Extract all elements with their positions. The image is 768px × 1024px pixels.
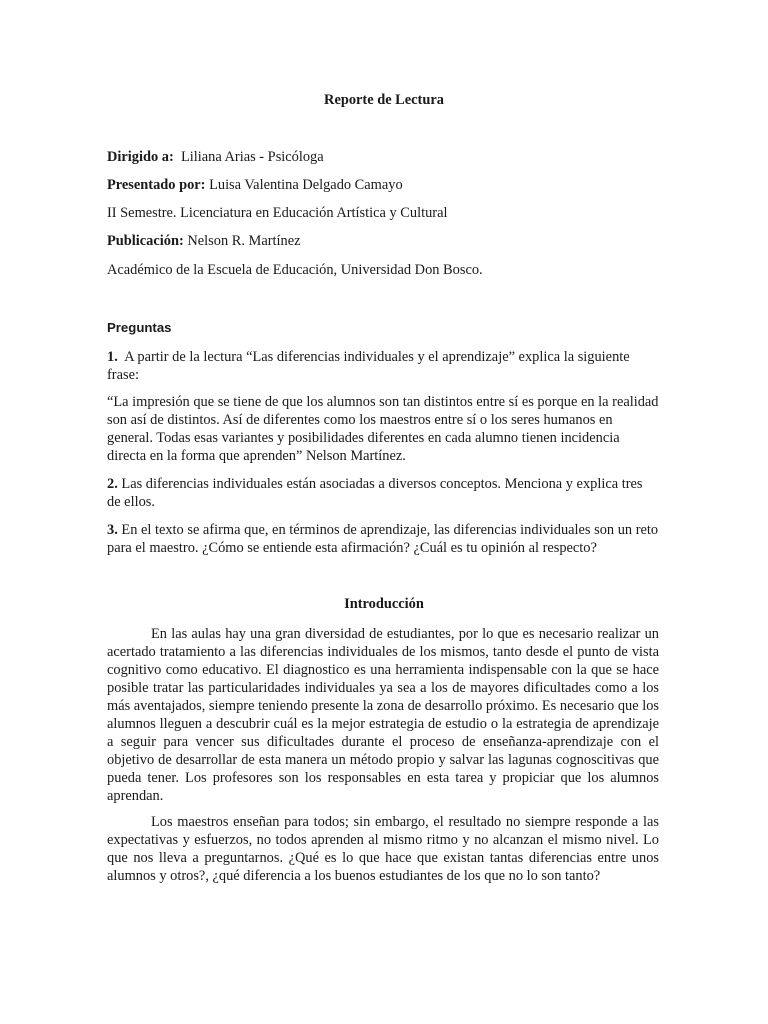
- publicacion-label: Publicación:: [107, 233, 184, 249]
- question-1-text: A partir de la lectura “Las diferencias individuales y el aprendizaje” explica la siguiente frase:: [107, 349, 630, 383]
- question-2-number: 2.: [107, 476, 118, 492]
- question-2: [107, 475, 659, 511]
- presentado-line: [107, 176, 659, 194]
- question-3-text: En el texto se afirma que, en términos de aprendizaje, las diferencias individuales son un reto para el maestro. ¿Cómo se entiende esta afirmación? ¿Cuál es tu opinión al respecto?: [107, 522, 659, 556]
- introduccion-heading: Introducción: [344, 596, 424, 612]
- question-1-number: 1.: [107, 349, 118, 365]
- question-2-text: Las diferencias individuales están asociadas a diversos conceptos. Menciona y explica tres de ellos.: [107, 476, 643, 510]
- page-title: Reporte de Lectura: [324, 92, 444, 108]
- academico-line: Académico de la Escuela de Educación, Universidad Don Bosco.: [107, 262, 483, 278]
- presentado-label: Presentado por:: [107, 177, 206, 193]
- presentado-value: Luisa Valentina Delgado Camayo: [209, 177, 403, 193]
- dirigido-value: Liliana Arias - Psicóloga: [180, 149, 324, 165]
- publicacion-value: Nelson R. Martínez: [187, 233, 301, 249]
- semestre-line: II Semestre. Licenciatura en Educación Artística y Cultural: [107, 205, 448, 221]
- question-3-number: 3.: [107, 522, 118, 538]
- dirigido-line: [107, 148, 659, 166]
- intro-paragraph-1: En las aulas hay una gran diversidad de estudiantes, por lo que es necesario realizar un acertado tratamiento a las diferencias individuales de los mismos, tanto desde el punto de vista cognitivo como educativo. El diagnostico es una herramienta indispensable con la que se hace posible tratar las particularidades individuales ya sea a los de mayores dificultades como a los más aventajados, siempre teniendo presente la zona de desarrollo próximo. Es necesario que los alumnos lleguen a descubrir cuál es la mejor estrategia de estudio o la estrategia de aprendizaje a seguir para vencer sus dificultades durante el proceso de enseñanza-aprendizaje con el objetivo de desarrollar de esta manera un método propio y salvar las lagunas cognoscitivas que pueda tener. Los profesores son los responsables en esta tarea y propiciar que los alumnos aprendan.: [107, 626, 659, 804]
- question-3: [107, 521, 659, 557]
- question-1: [107, 348, 659, 384]
- publicacion-line: [107, 232, 659, 250]
- preguntas-heading: Preguntas: [107, 320, 172, 335]
- intro-paragraph-2: Los maestros enseñan para todos; sin embargo, el resultado no siempre responde a las expectativas y esfuerzos, no todos aprenden al mismo ritmo y no alcanzan el mismo nivel. Lo que nos lleva a preguntarnos. ¿Qué es lo que hace que existan tantas diferencias entre unos alumnos y otros?, ¿qué diferencia a los buenos estudiantes de los que no lo son tanto?: [107, 814, 659, 884]
- dirigido-label: Dirigido a:: [107, 149, 174, 165]
- quote-paragraph: “La impresión que se tiene de que los alumnos son tan distintos entre sí es porque en la realidad son así de distintos. Así de diferentes como los maestros entre sí o los seres humanos en general. Todas esas variantes y posibilidades diferentes en cada alumno tienen incidencia directa en la forma que aprenden” Nelson Martínez.: [107, 394, 659, 464]
